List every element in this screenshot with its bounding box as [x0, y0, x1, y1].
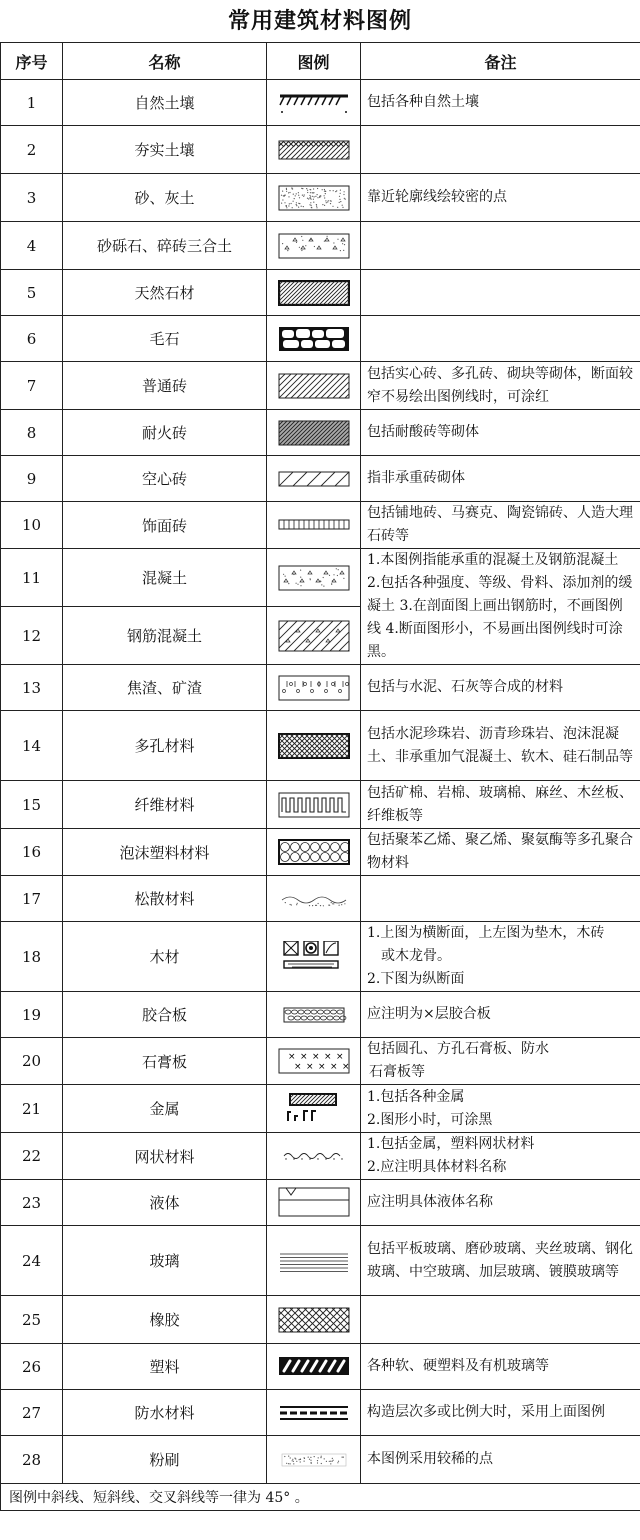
plaster-icon — [278, 1447, 350, 1473]
waterproof-icon — [278, 1400, 350, 1426]
legend-cell — [267, 80, 361, 126]
table-row — [1, 270, 640, 316]
legend-cell — [267, 1390, 361, 1436]
svg-text:×: × — [323, 1052, 332, 1062]
row-number: 15 — [1, 781, 63, 829]
svg-text:×: × — [341, 1062, 350, 1072]
note-cell — [361, 270, 640, 316]
legend-cell — [267, 992, 361, 1038]
row-number: 2 — [1, 126, 63, 174]
material-name: 天然石材 — [63, 270, 267, 316]
material-name: 网状材料 — [63, 1133, 267, 1180]
legend-cell — [267, 607, 361, 665]
note-cell — [361, 1038, 640, 1085]
row-number: 14 — [1, 711, 63, 781]
note-cell: 指非承重砖砌体 — [361, 456, 640, 502]
note-line: 石膏板等 — [369, 1064, 425, 1080]
note-line: 2.图形小时，可涂黑 — [367, 1111, 493, 1128]
note-cell: 包括各种自然土壤 — [361, 80, 640, 126]
facing-tile-icon — [278, 512, 350, 538]
table-row — [1, 781, 640, 829]
legend-cell — [267, 922, 361, 992]
material-name: 胶合板 — [63, 992, 267, 1038]
table-row — [1, 1390, 640, 1436]
material-name: 空心砖 — [63, 456, 267, 502]
material-name: 毛石 — [63, 316, 267, 362]
note-cell — [361, 1133, 640, 1180]
material-name: 泡沫塑料材料 — [63, 829, 267, 876]
table-header-row — [1, 43, 640, 80]
table-row — [1, 549, 640, 607]
plastic-icon — [278, 1354, 350, 1380]
table-row — [1, 1436, 640, 1484]
material-name: 多孔材料 — [63, 711, 267, 781]
legend-cell — [267, 1226, 361, 1296]
row-number: 24 — [1, 1226, 63, 1296]
note-cell — [361, 316, 640, 362]
material-name: 石膏板 — [63, 1038, 267, 1085]
svg-text:×: × — [311, 1052, 320, 1062]
wood-icon — [278, 941, 350, 973]
row-number: 11 — [1, 549, 63, 607]
svg-text:×: × — [299, 1052, 308, 1062]
row-number: 26 — [1, 1344, 63, 1390]
concrete-icon — [278, 565, 350, 591]
note-cell — [361, 876, 640, 922]
note-cell — [361, 126, 640, 174]
row-number: 3 — [1, 174, 63, 222]
note-cell — [361, 1296, 640, 1344]
note-cell: 应注明具体液体名称 — [361, 1180, 640, 1226]
natural-stone-icon — [278, 280, 350, 306]
fiber-icon — [278, 792, 350, 818]
foam-icon — [278, 839, 350, 865]
glass-icon — [278, 1248, 350, 1274]
material-name: 粉刷 — [63, 1436, 267, 1484]
legend-cell — [267, 222, 361, 270]
note-line: 1.包括金属，塑料网状材料 — [367, 1136, 535, 1152]
table-row — [1, 316, 640, 362]
svg-text:×: × — [293, 1062, 302, 1072]
table-row — [1, 1180, 640, 1226]
row-number: 10 — [1, 502, 63, 549]
reinforced-concrete-icon — [278, 620, 350, 652]
note-cell — [361, 922, 640, 992]
note-cell: 包括铺地砖、马赛克、陶瓷锦砖、人造大理石砖等 — [361, 502, 640, 549]
table-row — [1, 1226, 640, 1296]
row-number: 16 — [1, 829, 63, 876]
row-number: 22 — [1, 1133, 63, 1180]
legend-cell — [267, 1296, 361, 1344]
legend-cell — [267, 502, 361, 549]
row-number: 28 — [1, 1436, 63, 1484]
row-number: 18 — [1, 922, 63, 992]
svg-text:×: × — [335, 1052, 344, 1062]
row-number: 21 — [1, 1085, 63, 1133]
material-name: 钢筋混凝土 — [63, 607, 267, 665]
table-row — [1, 1133, 640, 1180]
note-cell: 包括聚苯乙烯、聚乙烯、聚氨酶等多孔聚合物材料 — [361, 829, 640, 876]
material-name: 防水材料 — [63, 1390, 267, 1436]
table-row — [1, 362, 640, 410]
gypsum-icon — [278, 1048, 350, 1074]
material-name: 耐火砖 — [63, 410, 267, 456]
slag-icon — [278, 675, 350, 701]
table-row — [1, 922, 640, 992]
svg-text:×: × — [305, 1062, 314, 1072]
material-name: 夯实土壤 — [63, 126, 267, 174]
svg-text:×: × — [329, 1062, 338, 1072]
note-cell — [361, 222, 640, 270]
legend-cell — [267, 876, 361, 922]
legend-cell — [267, 410, 361, 456]
gravel-icon — [278, 233, 350, 259]
header-name: 名称 — [63, 43, 267, 80]
sand-lime-icon — [278, 185, 350, 211]
row-number: 13 — [1, 665, 63, 711]
row-number: 8 — [1, 410, 63, 456]
material-name: 砂、灰土 — [63, 174, 267, 222]
note-cell — [361, 1085, 640, 1133]
legend-cell — [267, 270, 361, 316]
table-row — [1, 410, 640, 456]
material-name: 自然土壤 — [63, 80, 267, 126]
footer-row — [1, 1484, 640, 1511]
note-line: 或木龙骨。 — [381, 948, 451, 964]
metal-icon — [278, 1093, 350, 1125]
material-name: 饰面砖 — [63, 502, 267, 549]
note-cell: 构造层次多或比例大时，采用上面图例 — [361, 1390, 640, 1436]
row-number: 17 — [1, 876, 63, 922]
note-cell: 应注明为×层胶合板 — [361, 992, 640, 1038]
legend-cell — [267, 174, 361, 222]
legend-cell — [267, 362, 361, 410]
material-name: 松散材料 — [63, 876, 267, 922]
note-cell: 本图例采用较稀的点 — [361, 1436, 640, 1484]
row-number: 25 — [1, 1296, 63, 1344]
material-name: 焦渣、矿渣 — [63, 665, 267, 711]
svg-text:×: × — [317, 1062, 326, 1072]
table-row — [1, 1344, 640, 1390]
legend-cell — [267, 549, 361, 607]
material-name: 塑料 — [63, 1344, 267, 1390]
note-cell: 各种软、硬塑料及有机玻璃等 — [361, 1344, 640, 1390]
page-title: 常用建筑材料图例 — [227, 8, 412, 34]
note-line: 1.包括各种金属 — [367, 1088, 465, 1105]
material-name: 普通砖 — [63, 362, 267, 410]
row-number: 19 — [1, 992, 63, 1038]
natural-soil-icon — [278, 90, 350, 116]
table-row — [1, 1038, 640, 1085]
porous-icon — [278, 733, 350, 759]
legend-cell — [267, 316, 361, 362]
header-number: 序号 — [1, 43, 63, 80]
row-number: 5 — [1, 270, 63, 316]
row-number: 1 — [1, 80, 63, 126]
legend-cell — [267, 1180, 361, 1226]
note-cell: 包括耐酸砖等砌体 — [361, 410, 640, 456]
legend-cell — [267, 1436, 361, 1484]
legend-cell — [267, 665, 361, 711]
hollow-brick-icon — [278, 466, 350, 492]
table-row — [1, 126, 640, 174]
legend-cell — [267, 1038, 361, 1085]
legend-cell — [267, 1133, 361, 1180]
liquid-icon — [278, 1187, 350, 1219]
table-row — [1, 222, 640, 270]
legend-table — [0, 42, 640, 1511]
plywood-icon — [278, 1002, 350, 1028]
material-name: 橡胶 — [63, 1296, 267, 1344]
row-number: 9 — [1, 456, 63, 502]
note-line: 2.应注明具体材料名称 — [367, 1159, 507, 1175]
row-number: 23 — [1, 1180, 63, 1226]
table-row — [1, 665, 640, 711]
note-cell: 包括与水泥、石灰等合成的材料 — [361, 665, 640, 711]
table-row — [1, 876, 640, 922]
row-number: 12 — [1, 607, 63, 665]
header-legend: 图例 — [267, 43, 361, 80]
table-row — [1, 456, 640, 502]
table-row — [1, 1085, 640, 1133]
legend-cell — [267, 711, 361, 781]
rubber-icon — [278, 1307, 350, 1333]
note-line: 1.上图为横断面，上左图为垫木，木砖 — [367, 925, 605, 941]
note-cell: 靠近轮廓线绘较密的点 — [361, 174, 640, 222]
footer-note: 图例中斜线、短斜线、交叉斜线等一律为 45° 。 — [1, 1484, 640, 1511]
row-number: 6 — [1, 316, 63, 362]
material-name: 金属 — [63, 1085, 267, 1133]
table-row — [1, 502, 640, 549]
row-number: 4 — [1, 222, 63, 270]
firebrick-icon — [278, 420, 350, 446]
legend-cell — [267, 829, 361, 876]
svg-text:×: × — [287, 1052, 296, 1062]
note-cell: 包括平板玻璃、磨砂玻璃、夹丝玻璃、钢化玻璃、中空玻璃、加层玻璃、镀膜玻璃等 — [361, 1226, 640, 1296]
material-name: 纤维材料 — [63, 781, 267, 829]
note-cell: 1.本图例指能承重的混凝土及钢筋混凝土 2.包括各种强度、等级、骨料、添加剂的缓凝土 3.在剖面图上画出钢筋时，不画图例线 4.断面图形小，不易画出图例线时可涂黑。 — [361, 549, 640, 665]
table-row — [1, 1296, 640, 1344]
header-note: 备注 — [361, 43, 640, 80]
table-row — [1, 80, 640, 126]
note-cell: 包括实心砖、多孔砖、砌块等砌体，断面较窄不易绘出图例线时，可涂红 — [361, 362, 640, 410]
legend-cell — [267, 1085, 361, 1133]
legend-cell — [267, 1344, 361, 1390]
brick-icon — [278, 373, 350, 399]
material-name: 砂砾石、碎砖三合土 — [63, 222, 267, 270]
legend-cell — [267, 126, 361, 174]
material-name: 混凝土 — [63, 549, 267, 607]
table-row — [1, 829, 640, 876]
loose-icon — [278, 886, 350, 912]
note-line: 包括圆孔、方孔石膏板、防水 — [367, 1041, 549, 1057]
note-cell: 包括水泥珍珠岩、沥青珍珠岩、泡沫混凝土、非承重加气混凝土、软木、硅石制品等 — [361, 711, 640, 781]
mesh-icon — [278, 1143, 350, 1169]
material-name: 玻璃 — [63, 1226, 267, 1296]
table-row — [1, 992, 640, 1038]
material-name: 木材 — [63, 922, 267, 992]
material-name: 液体 — [63, 1180, 267, 1226]
row-number: 7 — [1, 362, 63, 410]
note-cell: 包括矿棉、岩棉、玻璃棉、麻丝、木丝板、纤维板等 — [361, 781, 640, 829]
table-row — [1, 711, 640, 781]
row-number: 27 — [1, 1390, 63, 1436]
legend-cell — [267, 456, 361, 502]
legend-cell — [267, 781, 361, 829]
row-number: 20 — [1, 1038, 63, 1085]
compacted-soil-icon — [278, 137, 350, 163]
note-line: 2.下图为纵断面 — [367, 971, 465, 987]
rubble-icon — [278, 326, 350, 352]
table-row — [1, 174, 640, 222]
